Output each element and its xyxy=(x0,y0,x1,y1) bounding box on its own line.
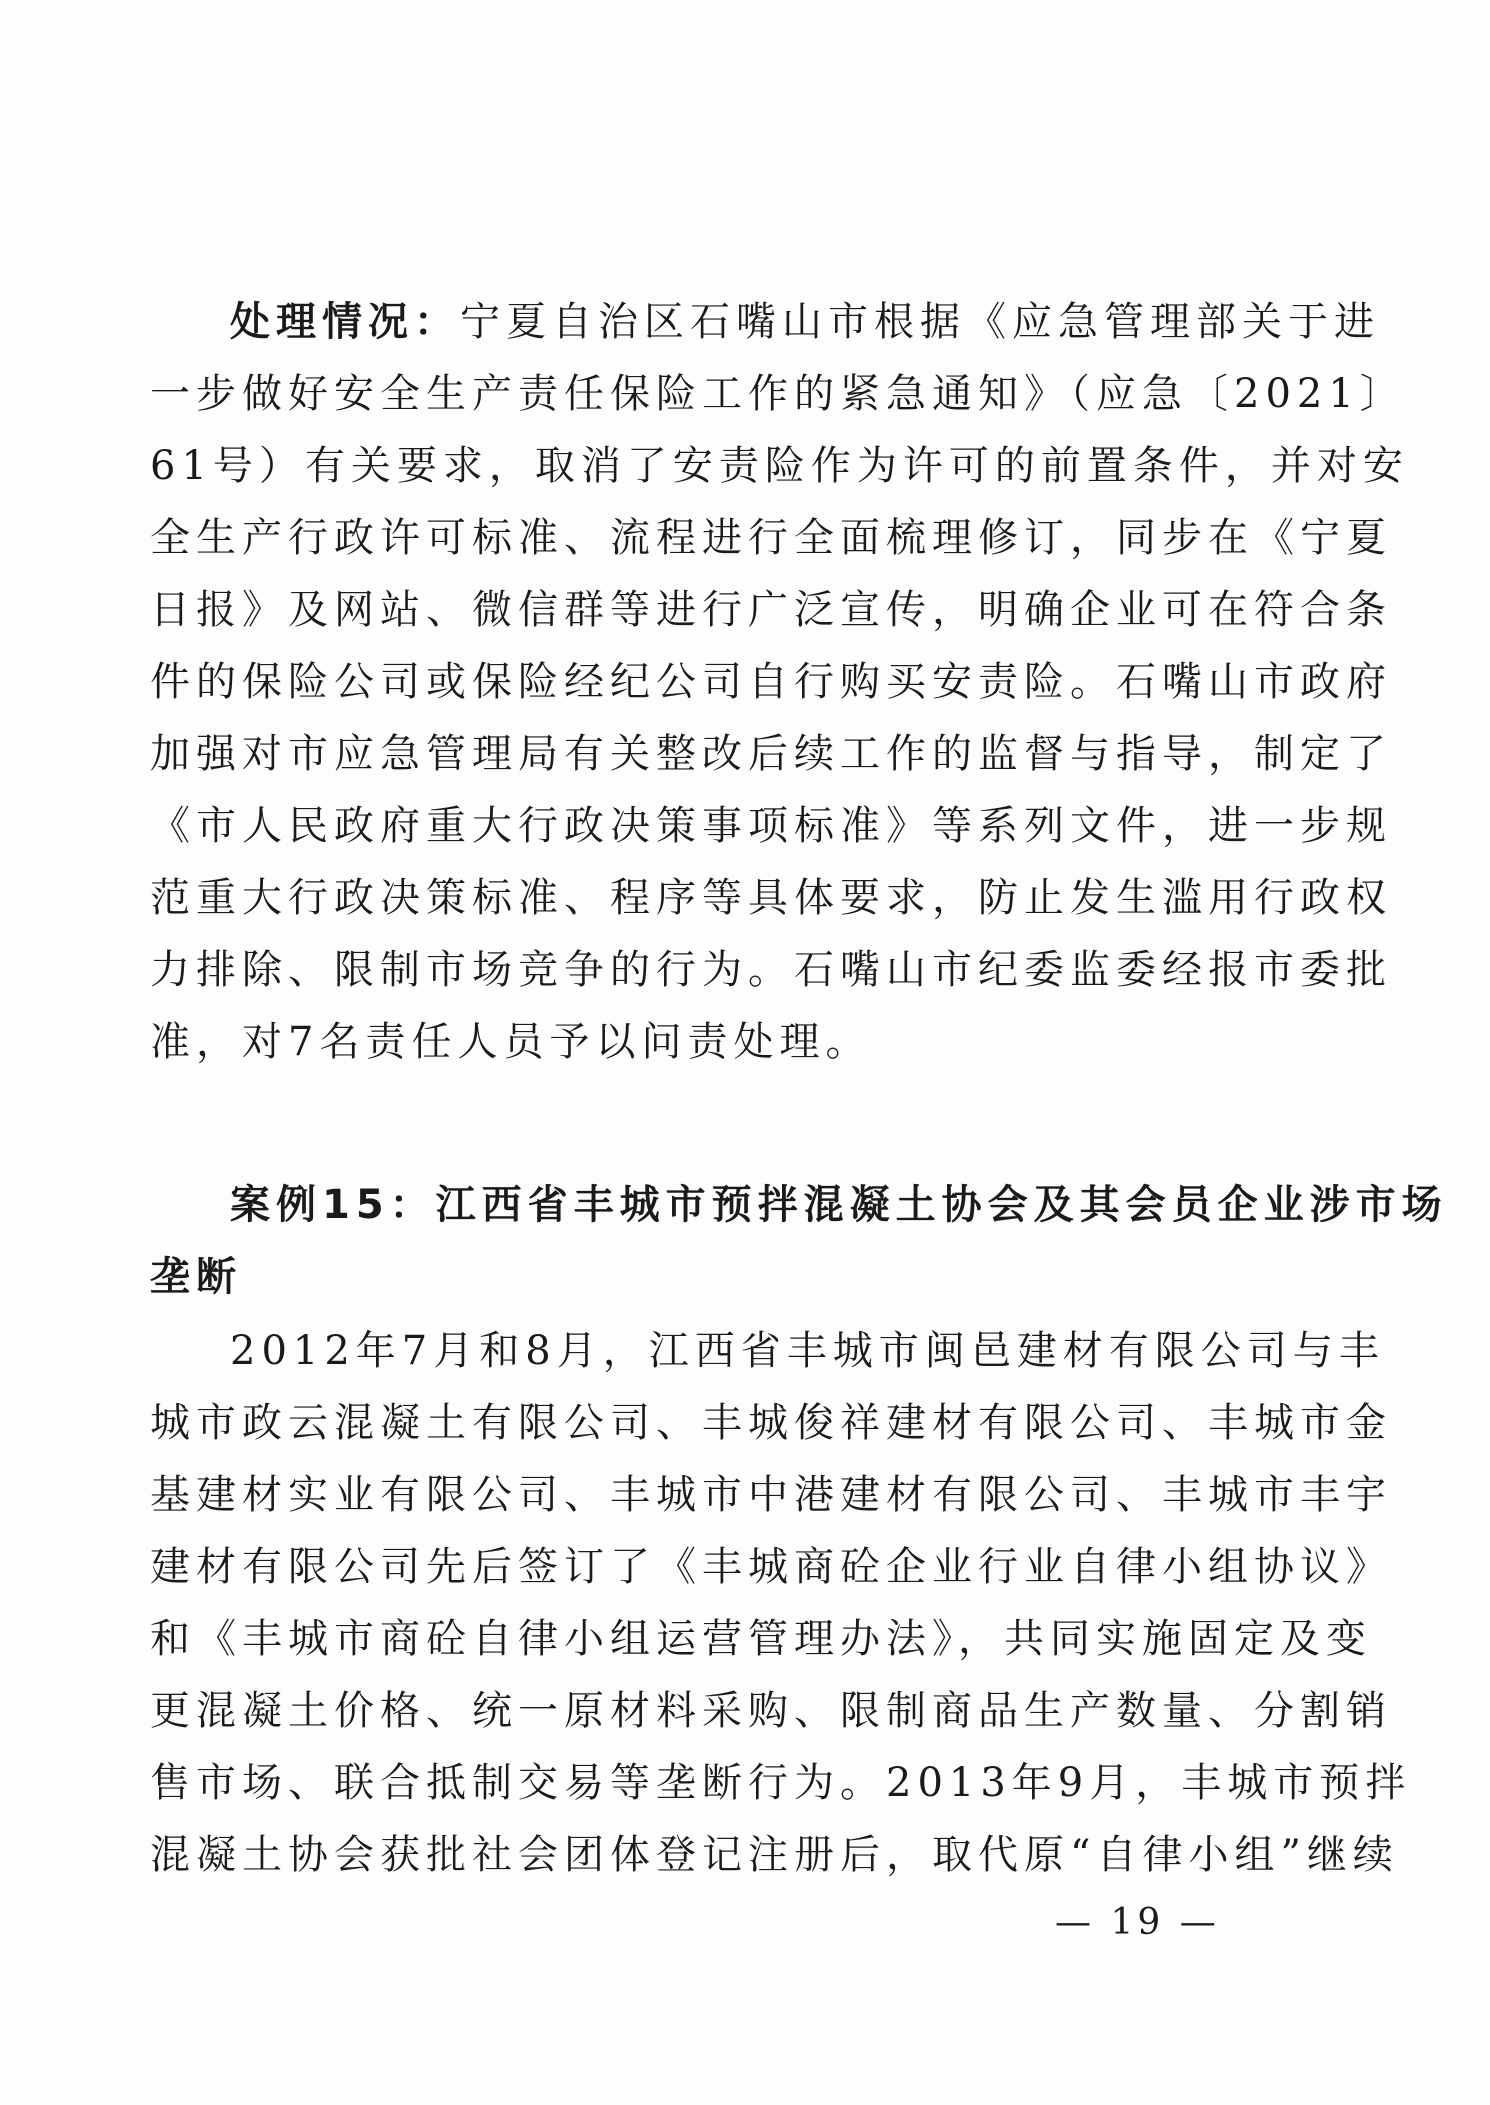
paragraph-line: 61号）有关要求，取消了安责险作为许可的前置条件，并对安 xyxy=(150,443,1409,489)
paragraph-line: 全生产行政许可标准、流程进行全面梳理修订，同步在《宁夏 xyxy=(150,515,1392,561)
page-number: — 19 — xyxy=(1055,1902,1220,1943)
paragraph-line: 《市人民政府重大行政决策事项标准》等系列文件，进一步规 xyxy=(150,803,1392,849)
paragraph-line: 更混凝土价格、统一原材料采购、限制商品生产数量、分割销 xyxy=(150,1688,1392,1734)
paragraph-last-line: 准，对7名责任人员予以问责处理。 xyxy=(150,1019,872,1065)
paragraph-line: 力排除、限制市场竞争的行为。石嘴山市纪委监委经报市委批 xyxy=(150,947,1392,993)
paragraph-first-line-text: 宁夏自治区石嘴山市根据《应急管理部关于进 xyxy=(460,299,1380,345)
paragraph-first-line: 2012年7月和8月，江西省丰城市闽邑建材有限公司与丰 xyxy=(230,1328,1385,1374)
paragraph-line: 一步做好安全生产责任保险工作的紧急通知》（应急〔2021〕 xyxy=(150,371,1406,417)
case-15-paragraph xyxy=(150,1315,1412,1891)
case-heading-line: 案例15：江西省丰城市预拌混凝土协会及其会员企业涉市场 xyxy=(230,1182,1448,1228)
paragraph-line: 售市场、联合抵制交易等垄断行为。2013年9月，丰城市预拌 xyxy=(150,1760,1412,1806)
case-15-heading xyxy=(150,1169,1448,1313)
paragraph-line: 基建材实业有限公司、丰城市中港建材有限公司、丰城市丰宇 xyxy=(150,1472,1392,1518)
paragraph-line: 混凝土协会获批社会团体登记注册后，取代原“自律小组”继续 xyxy=(150,1832,1399,1878)
paragraph-line: 和《丰城市商砼自律小组运营管理办法》，共同实施固定及变 xyxy=(150,1616,1372,1662)
case-heading-line: 垄断 xyxy=(150,1254,242,1300)
paragraph-first-line xyxy=(150,286,1380,358)
paragraph-line: 范重大行政决策标准、程序等具体要求，防止发生滥用行政权 xyxy=(150,875,1392,921)
paragraph-line: 加强对市应急管理局有关整改后续工作的监督与指导，制定了 xyxy=(150,731,1392,777)
handling-paragraph xyxy=(150,286,1409,1078)
paragraph-line: 件的保险公司或保险经纪公司自行购买安责险。石嘴山市政府 xyxy=(150,659,1392,705)
paragraph-line: 建材有限公司先后签订了《丰城商砼企业行业自律小组协议》 xyxy=(150,1544,1392,1590)
handling-label: 处理情况： xyxy=(230,299,460,345)
paragraph-line: 城市政云混凝土有限公司、丰城俊祥建材有限公司、丰城市金 xyxy=(150,1400,1392,1446)
paragraph-line: 日报》及网站、微信群等进行广泛宣传，明确企业可在符合条 xyxy=(150,587,1392,633)
